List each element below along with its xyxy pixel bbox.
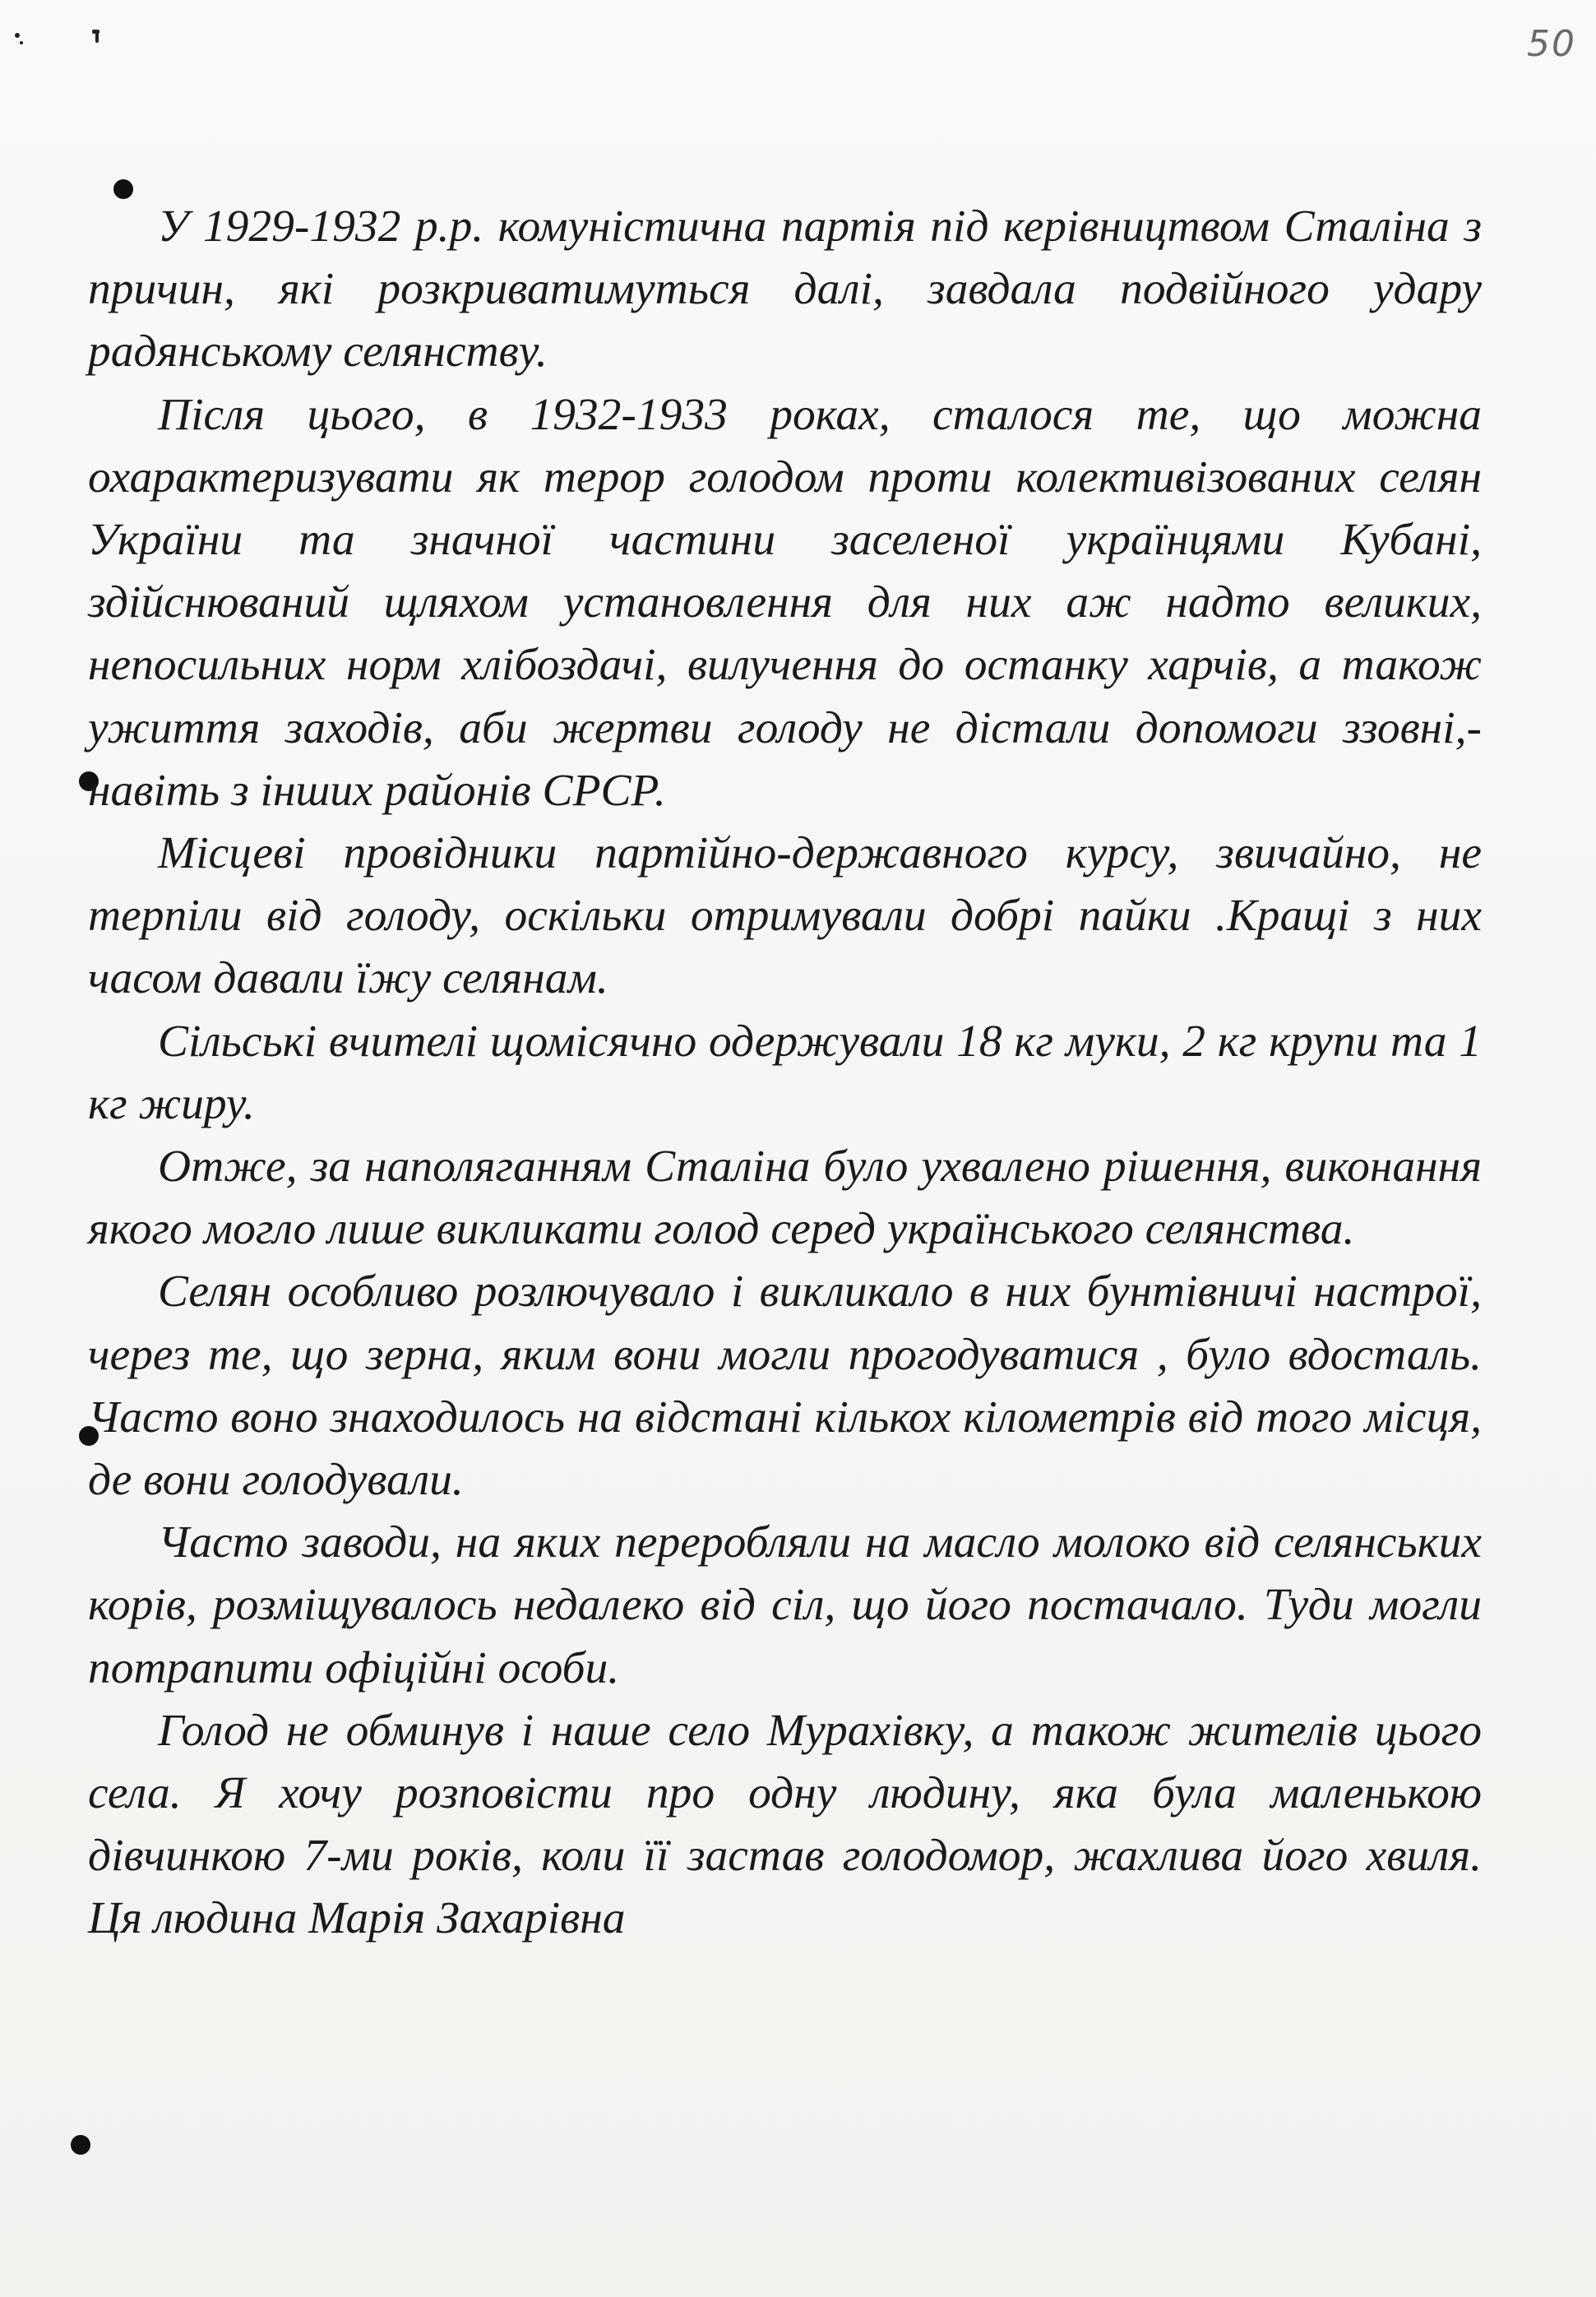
paragraph: Селян особливо розлючувало і викликало в них бунтівничі настрої, через те, що зерна, яким вони могли прогодуватися , було вдосталь. Часто воно знаходилось на відстані кількох кілометрів від того місця, де вони голодували. <box>88 1267 1482 1506</box>
scan-speck <box>95 33 99 43</box>
punch-hole <box>71 2135 90 2155</box>
document-body <box>88 196 1482 1951</box>
scan-speck <box>15 33 20 38</box>
paragraph: Часто заводи, на яких переробляли на масло молоко від селянських корів, розміщувалось недалеко від сіл, що його постачало. Туди могли потрапити офіційні особи. <box>88 1517 1482 1693</box>
paragraph: Місцеві провідники партійно-державного курсу, звичайно, не терпіли від голоду, оскільки отримували добрі пайки .Кращі з них часом давали їжу селянам. <box>88 828 1482 1004</box>
paragraph: Після цього, в 1932-1933 роках, сталося те, що можна охарактеризувати як терор голодом проти колективізованих селян України та значної частини заселеної українцями Кубані, здійснюваний щляхом установлення для них аж надто великих, непосильних норм хлібоздачі, вилучення до останку харчів, а також ужиття заходів, аби жертви голоду не дістали допомоги ззовні,- навіть з інших районів СРСР. <box>88 389 1482 816</box>
paragraph: Сільські вчителі щомісячно одержували 18 кг муки, 2 кг крупи та 1 кг жиру. <box>88 1016 1482 1129</box>
paragraph: Отже, за наполяганням Сталіна було ухвалено рішення, виконання якого могло лише викликати голод серед українського селянства. <box>88 1142 1482 1255</box>
paragraph: Голод не обминув і наше село Мурахівку, а також жителів цього села. Я хочу розповісти про одну людину, яка була маленькою дівчинкою 7-ми років, коли її застав голодомор, жахлива його хвиля. Ця людина Марія Захарівна <box>88 1705 1482 1944</box>
page-number: 50 <box>1527 23 1576 65</box>
scan-speck <box>20 41 23 44</box>
paragraph: У 1929-1932 р.р. комуністична партія під керівництвом Сталіна з причин, які розкриватимуться далі, завдала подвійного удару радянському селянству. <box>88 201 1482 377</box>
